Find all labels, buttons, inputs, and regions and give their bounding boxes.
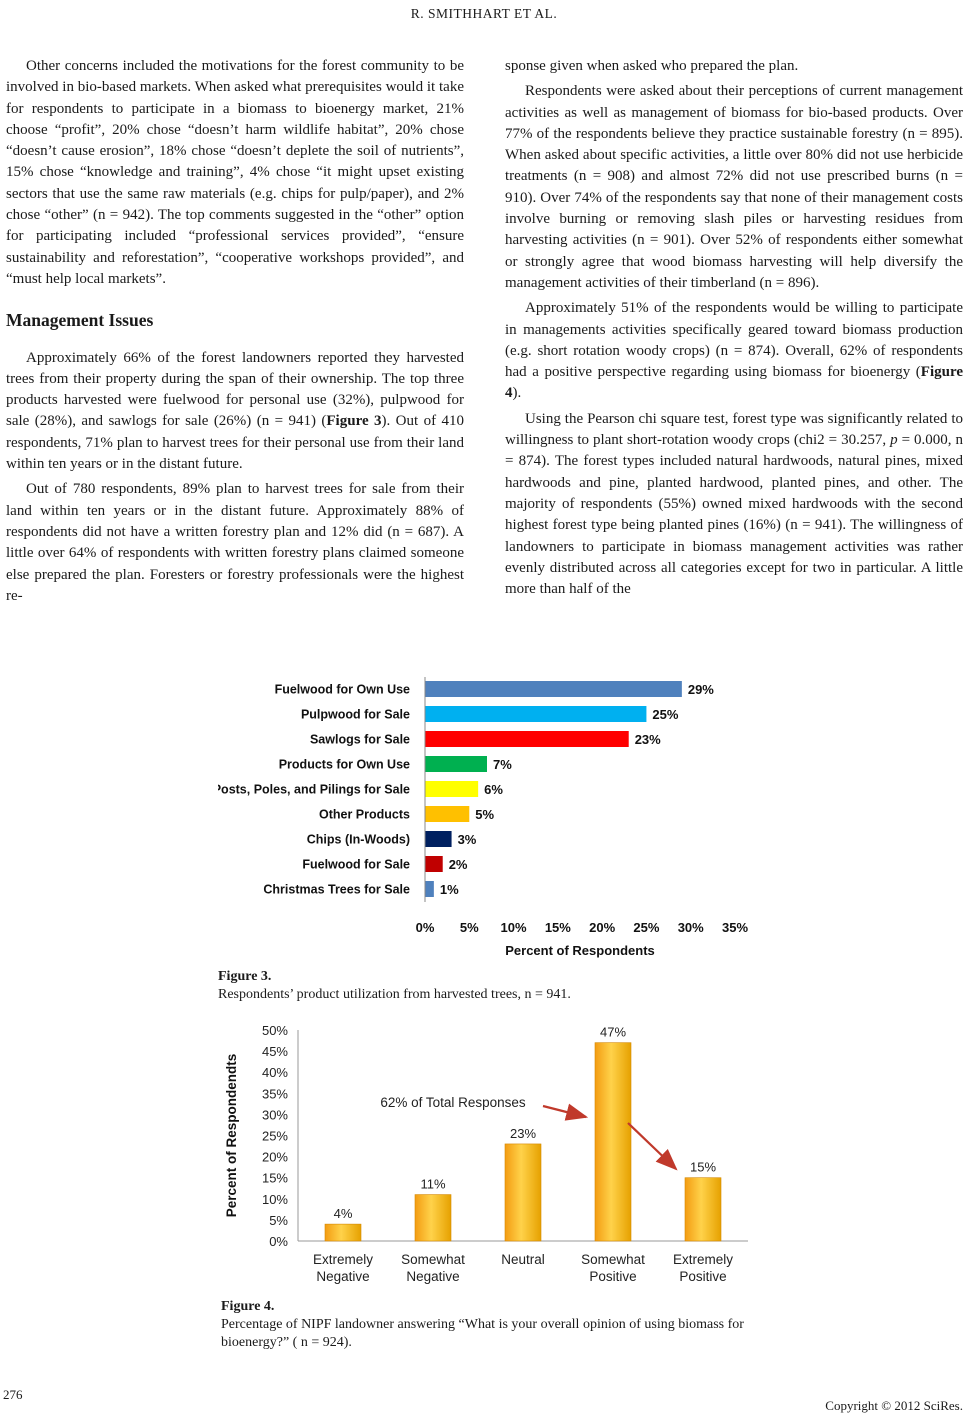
category-label: Sawlogs for Sale [309,732,410,747]
figure-3-label: Figure 3. [218,969,272,984]
left-column [6,56,464,611]
data-label: 47% [599,1024,627,1040]
annotation-arrow [628,1123,676,1169]
italic-symbol: p [890,432,898,449]
figure-3-caption [218,968,571,1004]
y-tick-label: 35% [261,1086,288,1102]
category-label: Positive [589,1269,637,1284]
y-tick-label: 30% [261,1107,288,1123]
figure-4-caption [221,1298,761,1352]
data-label: 1% [439,882,459,897]
paragraph [505,298,963,404]
category-label: Fuelwood for Sale [302,857,410,872]
paragraph: Other concerns included the motivations for the forest community to be involved in bio-based markets. When asked what prerequisites would it take for respondents to participate in a biomass to bioenergy market, 21% choose “profit”, 20% chose “doesn’t harm wildlife habitat”, 20% chose “doesn’t cause erosion”, 18% chose “doesn’t deplete the soil of nutrients”, 15% chose “knowledge and training”, 4% chose “it might upset existing sectors that use the same raw materials (e.g. chips for pulp/paper), and 2% chose “other” (n = 942). The top comments suggested in the “other” option for participating included “professional services provided”, “ensure sustainability and reforestation”, “cooperative workshops provided”, and “must help local markets”. [6,58,464,287]
bar [425,856,443,872]
y-tick-label: 10% [261,1191,288,1207]
data-label: 23% [634,732,661,747]
bar [425,806,469,822]
category-label: Chips (In-Woods) [306,832,410,847]
bar [425,681,682,697]
data-label: 6% [484,782,503,797]
paragraph-text: Using the Pearson chi square test, forest type was significantly related to willingness to plant short-rotation woody crops (chi2 = 30.257, [505,410,963,449]
paragraph-text: Approximately 66% of the forest landowners reported they harvested trees from their property during the span of their ownership. The top three products harvested were fuelwood for personal use (32%), pulpwood for sale (28%), and sawlogs for sale (26%) (n = 941) ( [6,349,464,430]
category-label: Pulpwood for Sale [300,707,410,722]
category-label: Negative [316,1269,370,1284]
bar [685,1178,721,1241]
x-tick-label: 15% [544,920,571,935]
x-tick-label: 5% [459,920,479,935]
x-tick-label: 10% [500,920,527,935]
bar [425,831,452,847]
bar [425,881,434,897]
x-tick-label: 30% [677,920,704,935]
bar [425,756,487,772]
data-label: 2% [448,857,468,872]
paragraph-text: ). [512,385,522,402]
data-label: 29% [687,682,714,697]
figure-4-svg [218,1018,753,1293]
y-tick-label: 5% [269,1212,288,1228]
y-tick-label: 40% [261,1065,288,1081]
x-axis-title: Percent of Respondents [505,943,655,958]
bar [425,731,629,747]
figure-reference[interactable]: Figure 4 [505,364,963,402]
right-column [505,56,963,604]
bar [425,706,646,722]
y-tick-label: 0% [269,1234,288,1249]
bar [505,1144,541,1241]
data-label: 7% [493,757,512,772]
category-label: Somewhat [401,1252,465,1267]
category-label: Neutral [501,1252,545,1267]
x-tick-label: 20% [589,920,616,935]
data-label: 25% [652,707,679,722]
figure-3-caption-text: Respondents’ product utilization from harvested trees, n = 941. [218,987,571,1002]
section-heading: Management Issues [6,310,154,331]
figure-4-caption-text: Percentage of NIPF landowner answering “What is your overall opinion of using biomass for bioenergy?” ( n = 924). [221,1317,744,1350]
category-label: Other Products [319,807,410,822]
x-tick-label: 0% [415,920,435,935]
paragraph: sponse given when asked who prepared the plan. [505,58,799,74]
data-label: 3% [457,832,477,847]
y-tick-label: 50% [261,1023,288,1038]
category-label: Posts, Poles, and Pilings for Sale [218,782,410,797]
bar [425,781,478,797]
figure-4-label: Figure 4. [221,1299,275,1314]
figure-reference[interactable]: Figure 3 [326,413,382,430]
paragraph: Out of 780 respondents, 89% plan to harvest trees for sale from their land within ten years or in the distant future. Approximately 88% of respondents did not have a written forestry plan and 12% did (n = 687). A little over 64% of respondents with written forestry plans claimed someone else prepared the plan. Foresters or forestry professionals were the highest re- [6,481,464,604]
running-head: R. SMITHHART ET AL. [410,6,558,21]
x-tick-label: 35% [721,920,749,935]
data-label: 15% [689,1159,717,1175]
category-label: Extremely [672,1252,734,1267]
annotation-label: 62% of Total Responses [380,1095,526,1110]
category-label: Products for Own Use [278,757,410,772]
paragraph [505,409,963,601]
y-tick-label: 45% [261,1044,288,1060]
y-tick-label: 20% [261,1149,288,1165]
data-label: 11% [420,1176,446,1192]
category-label: Negative [406,1269,460,1284]
paragraph [6,348,464,476]
category-label: Somewhat [581,1252,645,1267]
bar [415,1195,451,1241]
category-label: Fuelwood for Own Use [274,682,410,697]
y-tick-label: 25% [261,1128,288,1144]
page-number: 276 [3,1387,23,1402]
figure-3-svg [218,673,753,963]
data-label: 23% [509,1125,537,1141]
annotation-arrow [543,1106,586,1117]
copyright-notice: Copyright © 2012 SciRes. [825,1398,963,1413]
paragraph-text: ). Out of 410 respondents, 71% plan to harvest trees for their personal use from their land within ten years or in the distant future. [6,413,465,473]
category-label: Positive [679,1269,727,1284]
category-label: Christmas Trees for Sale [263,882,410,897]
category-label: Extremely [312,1252,374,1267]
paragraph: Respondents were asked about their perceptions of current management activities as well as management of biomass for bio-based products. Over 77% of the respondents believe they practice sustainable forestry (n = 895). When asked about specific activities, a little over 80% did not use herbicide treatments (n = 908) and almost 72% did not use prescribed burns (n = 910). Over 74% of the respondents say that none of their management costs involve burning or removing slash piles or harvesting residues from harvesting activities (n = 901). Over 52% of respondents either somewhat or strongly agree that wood biomass harvesting will help diversify the management activities of their timberland (n = 896). [505,83,963,291]
y-tick-label: 15% [261,1170,288,1186]
paragraph-text: = 0.000, n = 874). The forest types included natural hardwoods, natural pines, mixed hardwoods and pine, planted hardwood, planted pines, and other. The majority of respondents (55%) owned mixed hardwoods with the second highest forest type being planted pines (16%) (n = 941). The willingness of landowners to participate in biomass management activities was rather evenly distributed across all categories except for two in particular. A little more than half of the [505,432,963,598]
data-label: 5% [475,807,495,822]
data-label: 4% [333,1206,353,1222]
figure-3-chart [218,673,753,968]
x-tick-label: 25% [633,920,660,935]
bar [325,1224,361,1241]
bar [595,1043,631,1241]
y-axis-title: Percent of Respondendts [224,1053,239,1218]
figure-4-chart [218,1018,753,1298]
paragraph-text: Approximately 51% of the respondents would be willing to participate in managements activities specifically geared toward biomass production (e.g. short rotation woody crops) (n = 874). Overall, 62% of respondents had a positive perspective regarding using biomass for bioenergy ( [505,300,963,381]
